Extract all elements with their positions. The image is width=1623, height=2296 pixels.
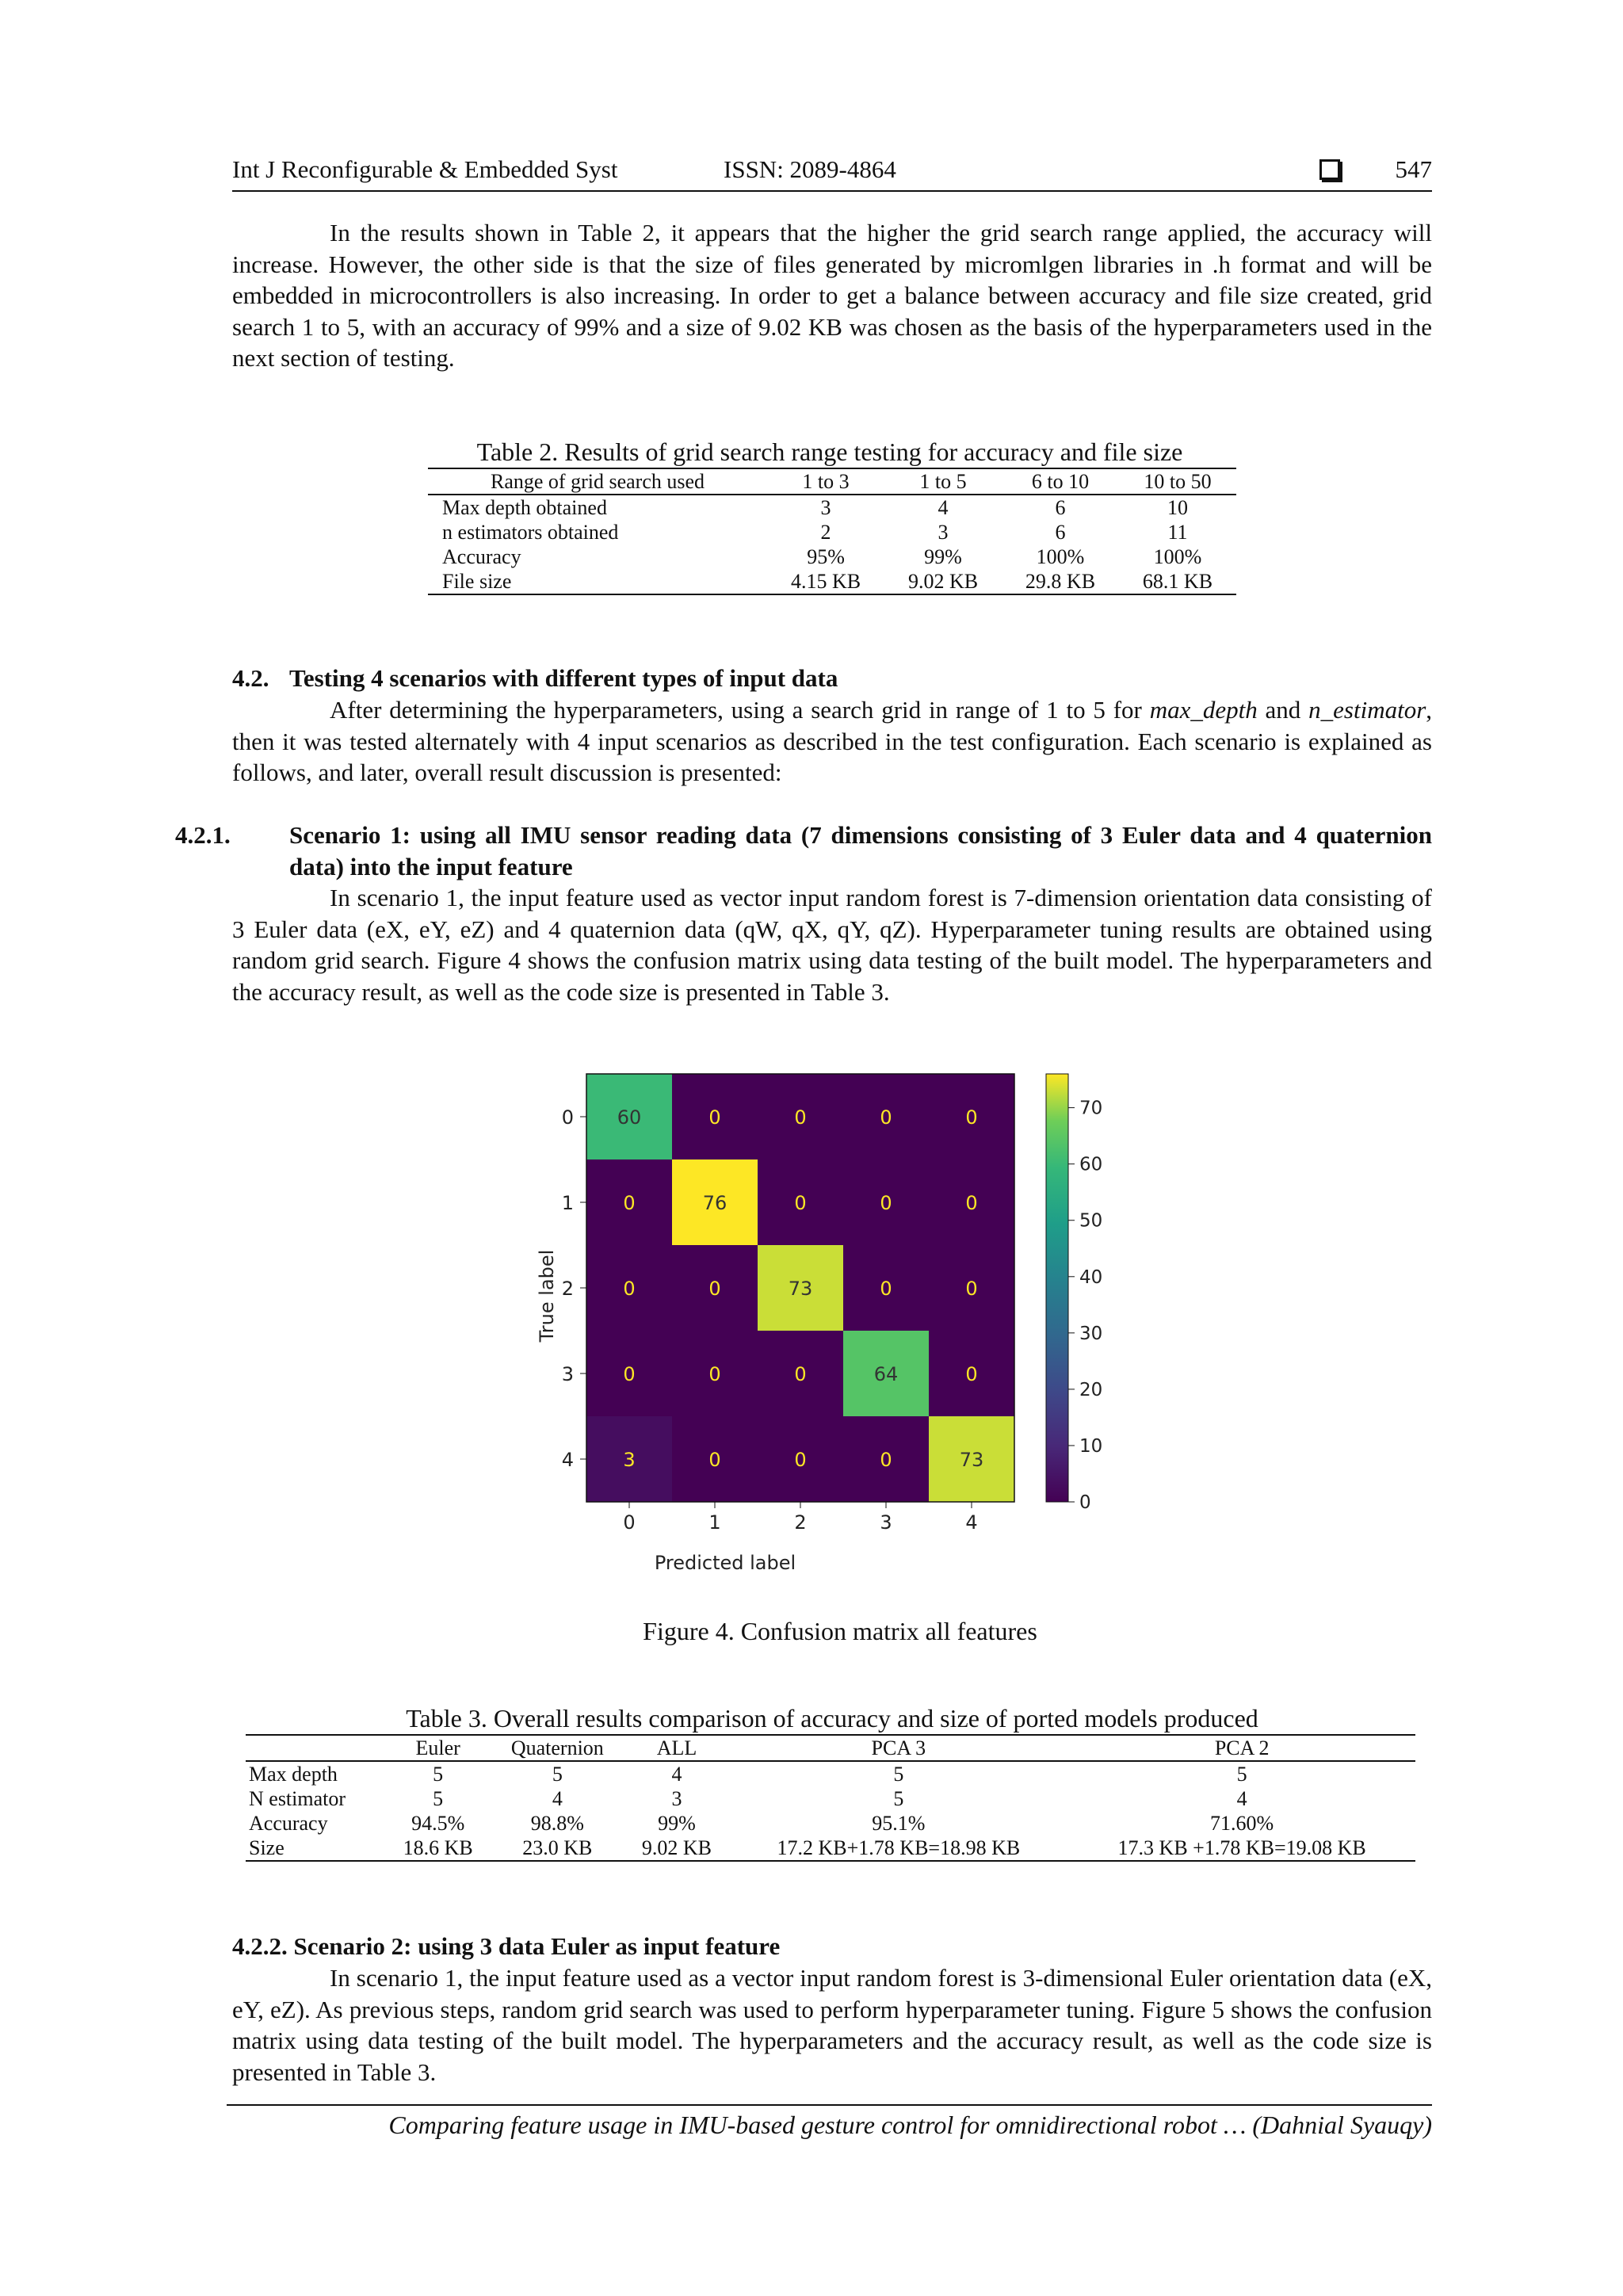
table-header-cell: 6 to 10 <box>1002 468 1119 495</box>
table-header-cell: ALL <box>624 1735 728 1761</box>
figure4-caption: Figure 4. Confusion matrix all features <box>643 1617 1037 1645</box>
table2-caption: Table 2. Results of grid search range testing for accuracy and file size <box>476 437 1183 466</box>
table-cell: 4 <box>552 1787 563 1810</box>
colorbar-tick-label: 70 <box>1079 1098 1103 1119</box>
table-cell: 4 <box>671 1763 682 1786</box>
table-cell: 100% <box>1153 545 1202 568</box>
cell-value-label: 3 <box>623 1449 636 1471</box>
running-header <box>232 155 1432 192</box>
table-cell: 17.3 KB +1.78 KB=19.08 KB <box>1068 1836 1415 1861</box>
cell-value-label: 0 <box>880 1192 892 1214</box>
table-cell: 17.2 KB+1.78 KB=18.98 KB <box>728 1836 1068 1861</box>
table-cell: Accuracy <box>442 545 521 568</box>
cell-value-label: 0 <box>708 1363 721 1385</box>
cell-value-label: 0 <box>708 1278 721 1300</box>
table-header-cell <box>246 1735 386 1761</box>
colorbar-tick-label: 40 <box>1079 1266 1103 1288</box>
paragraph-scenario-2: In scenario 1, the input feature used as a vector input random forest is 3-dimensional Euler orientation data (eX, eY, eZ). As previous steps, random grid search was used to perform hyperparameter tuning. Figure 5 shows the confusion matrix using data testing of the built model. The hyperparameters and the accuracy result, as well as the code size is presented in Table 3. <box>232 1964 1432 2086</box>
table3 <box>246 1734 1415 1862</box>
y-tick-label: 4 <box>561 1449 574 1471</box>
table-row <box>246 1761 1415 1786</box>
table-cell: 100% <box>1036 545 1085 568</box>
table-header-cell: PCA 2 <box>1068 1735 1415 1761</box>
x-tick-label: 2 <box>794 1511 807 1534</box>
table-header-row <box>246 1735 1415 1761</box>
cell-value-label: 0 <box>965 1363 978 1385</box>
table-cell: 2 <box>820 521 831 544</box>
cell-value-label: 73 <box>959 1449 984 1471</box>
paragraph-scenario-1: In scenario 1, the input feature used as vector input random forest is 7-dimension orientation data consisting of 3 Euler data (eX, eY, eZ) and 4 quaternion data (qW, qX, qY, qZ). Hyperparameter tuning results are obtained using random grid search. Figure 4 shows the confusion matrix using data testing of the built model. The hyperparameters and the accuracy result, as well as the code size is presented in Table 3. <box>232 884 1432 1006</box>
table-cell: 6 <box>1055 521 1066 544</box>
page-number: 547 <box>1395 155 1432 183</box>
table-header-cell: Range of grid search used <box>428 468 767 495</box>
table-cell: 5 <box>1236 1763 1247 1786</box>
figure4-confusion-matrix <box>523 1058 1157 1581</box>
table-cell: 6 <box>1055 496 1066 519</box>
table-row <box>246 1836 1415 1861</box>
table-header-cell: Quaternion <box>490 1735 624 1761</box>
table-row <box>428 495 1236 520</box>
table-cell: Size <box>246 1836 386 1861</box>
running-footer <box>227 2104 1432 2137</box>
table-cell: Max depth obtained <box>442 496 607 519</box>
x-axis-label: Predicted label <box>654 1552 796 1574</box>
table-cell: 5 <box>893 1787 904 1810</box>
table-cell: 23.0 KB <box>490 1836 624 1861</box>
y-tick-label: 3 <box>561 1363 574 1385</box>
journal-name: Int J Reconfigurable & Embedded Syst <box>232 155 618 183</box>
table2 <box>428 468 1236 595</box>
table-cell: File size <box>428 569 767 594</box>
x-tick-label: 0 <box>623 1511 636 1534</box>
table-cell: 10 <box>1167 496 1188 519</box>
footer-citation: Comparing feature usage in IMU-based gesture control for omnidirectional robot … (Dahnial Syauqy) <box>388 2111 1432 2139</box>
y-tick-label: 1 <box>561 1192 574 1214</box>
cell-value-label: 60 <box>617 1106 642 1129</box>
cell-value-label: 0 <box>794 1449 807 1471</box>
cell-value-label: 0 <box>965 1278 978 1300</box>
table-cell: 4.15 KB <box>767 569 884 594</box>
table-cell: 3 <box>671 1787 682 1810</box>
table-header-cell: 1 to 3 <box>767 468 884 495</box>
paragraph-hyperparameter-testing: After determining the hyperparameters, using a search grid in range of 1 to 5 for max_depth and n_estimator, then it was tested alternately with 4 input scenarios as described in the test configuration. Each scenario is explained as follows, and later, overall result discussion is presented: <box>232 696 1433 786</box>
colorbar-tick-label: 30 <box>1079 1323 1103 1344</box>
table-header-row <box>428 468 1236 495</box>
table-cell: n estimators obtained <box>442 521 619 544</box>
table-cell: 5 <box>433 1763 444 1786</box>
cell-value-label: 0 <box>880 1278 892 1300</box>
table-cell: 5 <box>893 1763 904 1786</box>
x-tick-label: 3 <box>880 1511 892 1534</box>
table-header-cell: Euler <box>386 1735 490 1761</box>
table-cell: 4 <box>938 496 949 519</box>
cell-value-label: 0 <box>794 1192 807 1214</box>
table-cell: 5 <box>433 1787 444 1810</box>
cell-value-label: 0 <box>623 1363 636 1385</box>
y-tick-label: 0 <box>561 1106 574 1129</box>
table-cell: 3 <box>820 496 831 519</box>
checkbox-square-icon <box>1319 159 1340 180</box>
table-row <box>428 520 1236 544</box>
colorbar <box>1046 1074 1068 1502</box>
cell-value-label: 76 <box>702 1192 727 1214</box>
table-cell: 99% <box>924 545 962 568</box>
cell-value-label: 0 <box>880 1449 892 1471</box>
table-cell: 5 <box>552 1763 563 1786</box>
cell-value-label: 64 <box>873 1363 899 1385</box>
table-cell: 95% <box>807 545 845 568</box>
issn: ISSN: 2089-4864 <box>724 155 896 183</box>
section-heading-4-2-1: 4.2.1. Scenario 1: using all IMU sensor reading data (7 dimensions consisting of 3 Euler data and 4 quaternion data) into the input feature <box>175 821 1432 881</box>
table-header-cell: 1 to 5 <box>884 468 1002 495</box>
table-cell: 4 <box>1236 1787 1247 1810</box>
cell-value-label: 0 <box>794 1106 807 1129</box>
section-heading-4-2: 4.2. Testing 4 scenarios with different types of input data <box>232 664 838 692</box>
table-cell: 98.8% <box>530 1812 584 1835</box>
table-cell: 95.1% <box>872 1812 926 1835</box>
table-cell: 18.6 KB <box>386 1836 490 1861</box>
colorbar-tick-label: 10 <box>1079 1435 1103 1457</box>
y-tick-label: 2 <box>561 1278 574 1300</box>
confusion-matrix-chart <box>523 1058 1157 1581</box>
cell-value-label: 0 <box>880 1106 892 1129</box>
table-cell: 99% <box>658 1812 696 1835</box>
table-cell: N estimator <box>249 1787 346 1810</box>
cell-value-label: 0 <box>623 1192 636 1214</box>
x-tick-label: 4 <box>965 1511 978 1534</box>
table-cell: 11 <box>1167 521 1188 544</box>
table-cell: Accuracy <box>249 1812 328 1835</box>
table-row <box>246 1811 1415 1836</box>
table3-caption: Table 3. Overall results comparison of accuracy and size of ported models produced <box>406 1704 1258 1733</box>
cell-value-label: 0 <box>623 1278 636 1300</box>
paragraph-table2-discussion: In the results shown in Table 2, it appears that the higher the grid search range applied, the accuracy will increase. However, the other side is that the size of files generated by micromlgen libraries in .h format and will be embedded in microcontrollers is also increasing. In order to get a balance between accuracy and file size created, grid search 1 to 5, with an accuracy of 99% and a size of 9.02 KB was chosen as the basis of the hyperparameters used in the next section of testing. <box>232 219 1432 372</box>
table-cell: 68.1 KB <box>1119 569 1236 594</box>
table-cell: Max depth <box>249 1763 338 1786</box>
cell-value-label: 0 <box>965 1106 978 1129</box>
colorbar-tick-label: 60 <box>1079 1154 1103 1175</box>
y-axis-label: True label <box>536 1249 558 1343</box>
table-cell: 3 <box>938 521 949 544</box>
table-cell: 71.60% <box>1210 1812 1274 1835</box>
table-row <box>428 544 1236 569</box>
table-cell: 94.5% <box>411 1812 465 1835</box>
colorbar-tick-label: 20 <box>1079 1379 1103 1400</box>
table-row <box>246 1786 1415 1811</box>
cell-value-label: 73 <box>788 1278 813 1300</box>
table-cell: 9.02 KB <box>624 1836 728 1861</box>
table-header-cell: PCA 3 <box>728 1735 1068 1761</box>
section-heading-4-2-2: 4.2.2. Scenario 2: using 3 data Euler as input feature <box>232 1932 781 1960</box>
table-cell: 9.02 KB <box>884 569 1002 594</box>
colorbar-tick-label: 0 <box>1079 1492 1091 1513</box>
table-header-cell: 10 to 50 <box>1119 468 1236 495</box>
cell-value-label: 0 <box>965 1192 978 1214</box>
table-cell: 29.8 KB <box>1002 569 1119 594</box>
cell-value-label: 0 <box>794 1363 807 1385</box>
table-row <box>428 569 1236 594</box>
cell-value-label: 0 <box>708 1449 721 1471</box>
cell-value-label: 0 <box>708 1106 721 1129</box>
x-tick-label: 1 <box>708 1511 721 1534</box>
colorbar-tick-label: 50 <box>1079 1210 1103 1232</box>
